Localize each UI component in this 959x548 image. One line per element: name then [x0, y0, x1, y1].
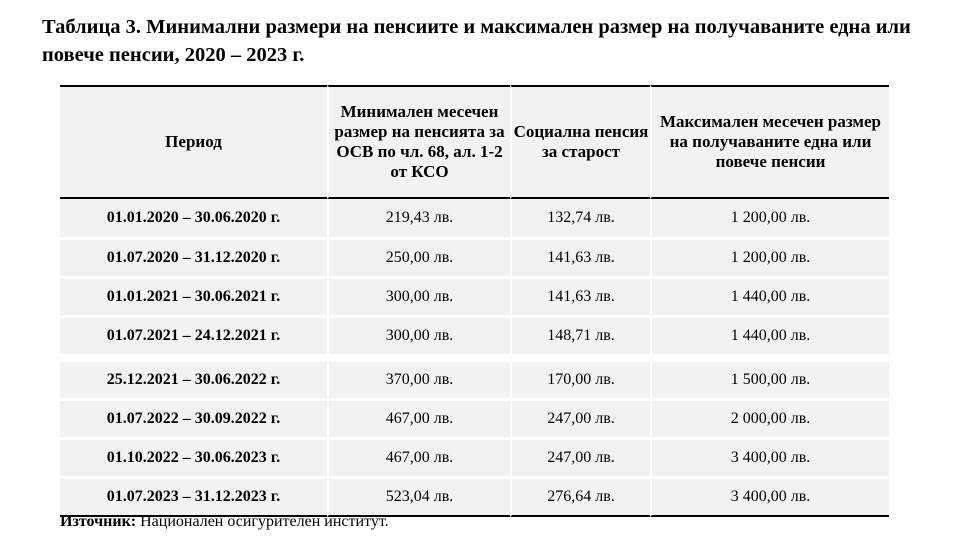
table-row: [60, 476, 889, 517]
social-pension-cell: 132,74 лв.: [510, 199, 650, 237]
min-pension-cell: 370,00 лв.: [327, 354, 510, 398]
max-pension-cell: 3 400,00 лв.: [650, 437, 889, 476]
header-max-pension: Максимален месечен размер на получаваните една или повече пенсии: [650, 85, 889, 199]
max-pension-cell: 1 200,00 лв.: [650, 199, 889, 237]
table-row: [60, 276, 889, 315]
period-cell: 01.01.2021 – 30.06.2021 г.: [60, 276, 327, 315]
social-pension-cell: 247,00 лв.: [510, 437, 650, 476]
source-note: [60, 512, 389, 532]
period-cell: 01.07.2023 – 31.12.2023 г.: [60, 476, 327, 517]
period-cell: 25.12.2021 – 30.06.2022 г.: [60, 354, 327, 398]
table-row: [60, 354, 889, 398]
min-pension-cell: 300,00 лв.: [327, 315, 510, 354]
period-cell: 01.01.2020 – 30.06.2020 г.: [60, 199, 327, 237]
period-cell: 01.07.2022 – 30.09.2022 г.: [60, 398, 327, 437]
period-cell: 01.10.2022 – 30.06.2023 г.: [60, 437, 327, 476]
social-pension-cell: 247,00 лв.: [510, 398, 650, 437]
source-label: Източник:: [60, 513, 137, 530]
period-cell: 01.07.2020 – 31.12.2020 г.: [60, 237, 327, 276]
header-period: Период: [60, 85, 327, 199]
header-min-pension: Минимален месечен размер на пенсията за ОСВ по чл. 68, ал. 1-2 от КСО: [327, 85, 510, 199]
social-pension-cell: 141,63 лв.: [510, 276, 650, 315]
table-row: [60, 237, 889, 276]
table-title: Таблица 3. Минимални размери на пенсиите и максимален размер на получаваните една или повече пенсии, 2020 – 2023 г.: [42, 16, 911, 66]
min-pension-cell: 250,00 лв.: [327, 237, 510, 276]
max-pension-cell: 1 500,00 лв.: [650, 354, 889, 398]
max-pension-cell: 3 400,00 лв.: [650, 476, 889, 517]
social-pension-cell: 170,00 лв.: [510, 354, 650, 398]
table-row: [60, 315, 889, 354]
table-row: [60, 398, 889, 437]
social-pension-cell: 276,64 лв.: [510, 476, 650, 517]
min-pension-cell: 300,00 лв.: [327, 276, 510, 315]
header-social-pension: Социална пенсия за старост: [510, 85, 650, 199]
table-row: [60, 199, 889, 237]
max-pension-cell: 1 440,00 лв.: [650, 276, 889, 315]
min-pension-cell: 219,43 лв.: [327, 199, 510, 237]
pensions-table: [60, 85, 889, 517]
period-cell: 01.07.2021 – 24.12.2021 г.: [60, 315, 327, 354]
table-row: [60, 437, 889, 476]
min-pension-cell: 467,00 лв.: [327, 437, 510, 476]
social-pension-cell: 141,63 лв.: [510, 237, 650, 276]
min-pension-cell: 467,00 лв.: [327, 398, 510, 437]
max-pension-cell: 1 200,00 лв.: [650, 237, 889, 276]
social-pension-cell: 148,71 лв.: [510, 315, 650, 354]
max-pension-cell: 1 440,00 лв.: [650, 315, 889, 354]
source-text: Национален осигурителен институт.: [136, 513, 389, 530]
table-header-row: [60, 85, 889, 199]
min-pension-cell: 523,04 лв.: [327, 476, 510, 517]
max-pension-cell: 2 000,00 лв.: [650, 398, 889, 437]
